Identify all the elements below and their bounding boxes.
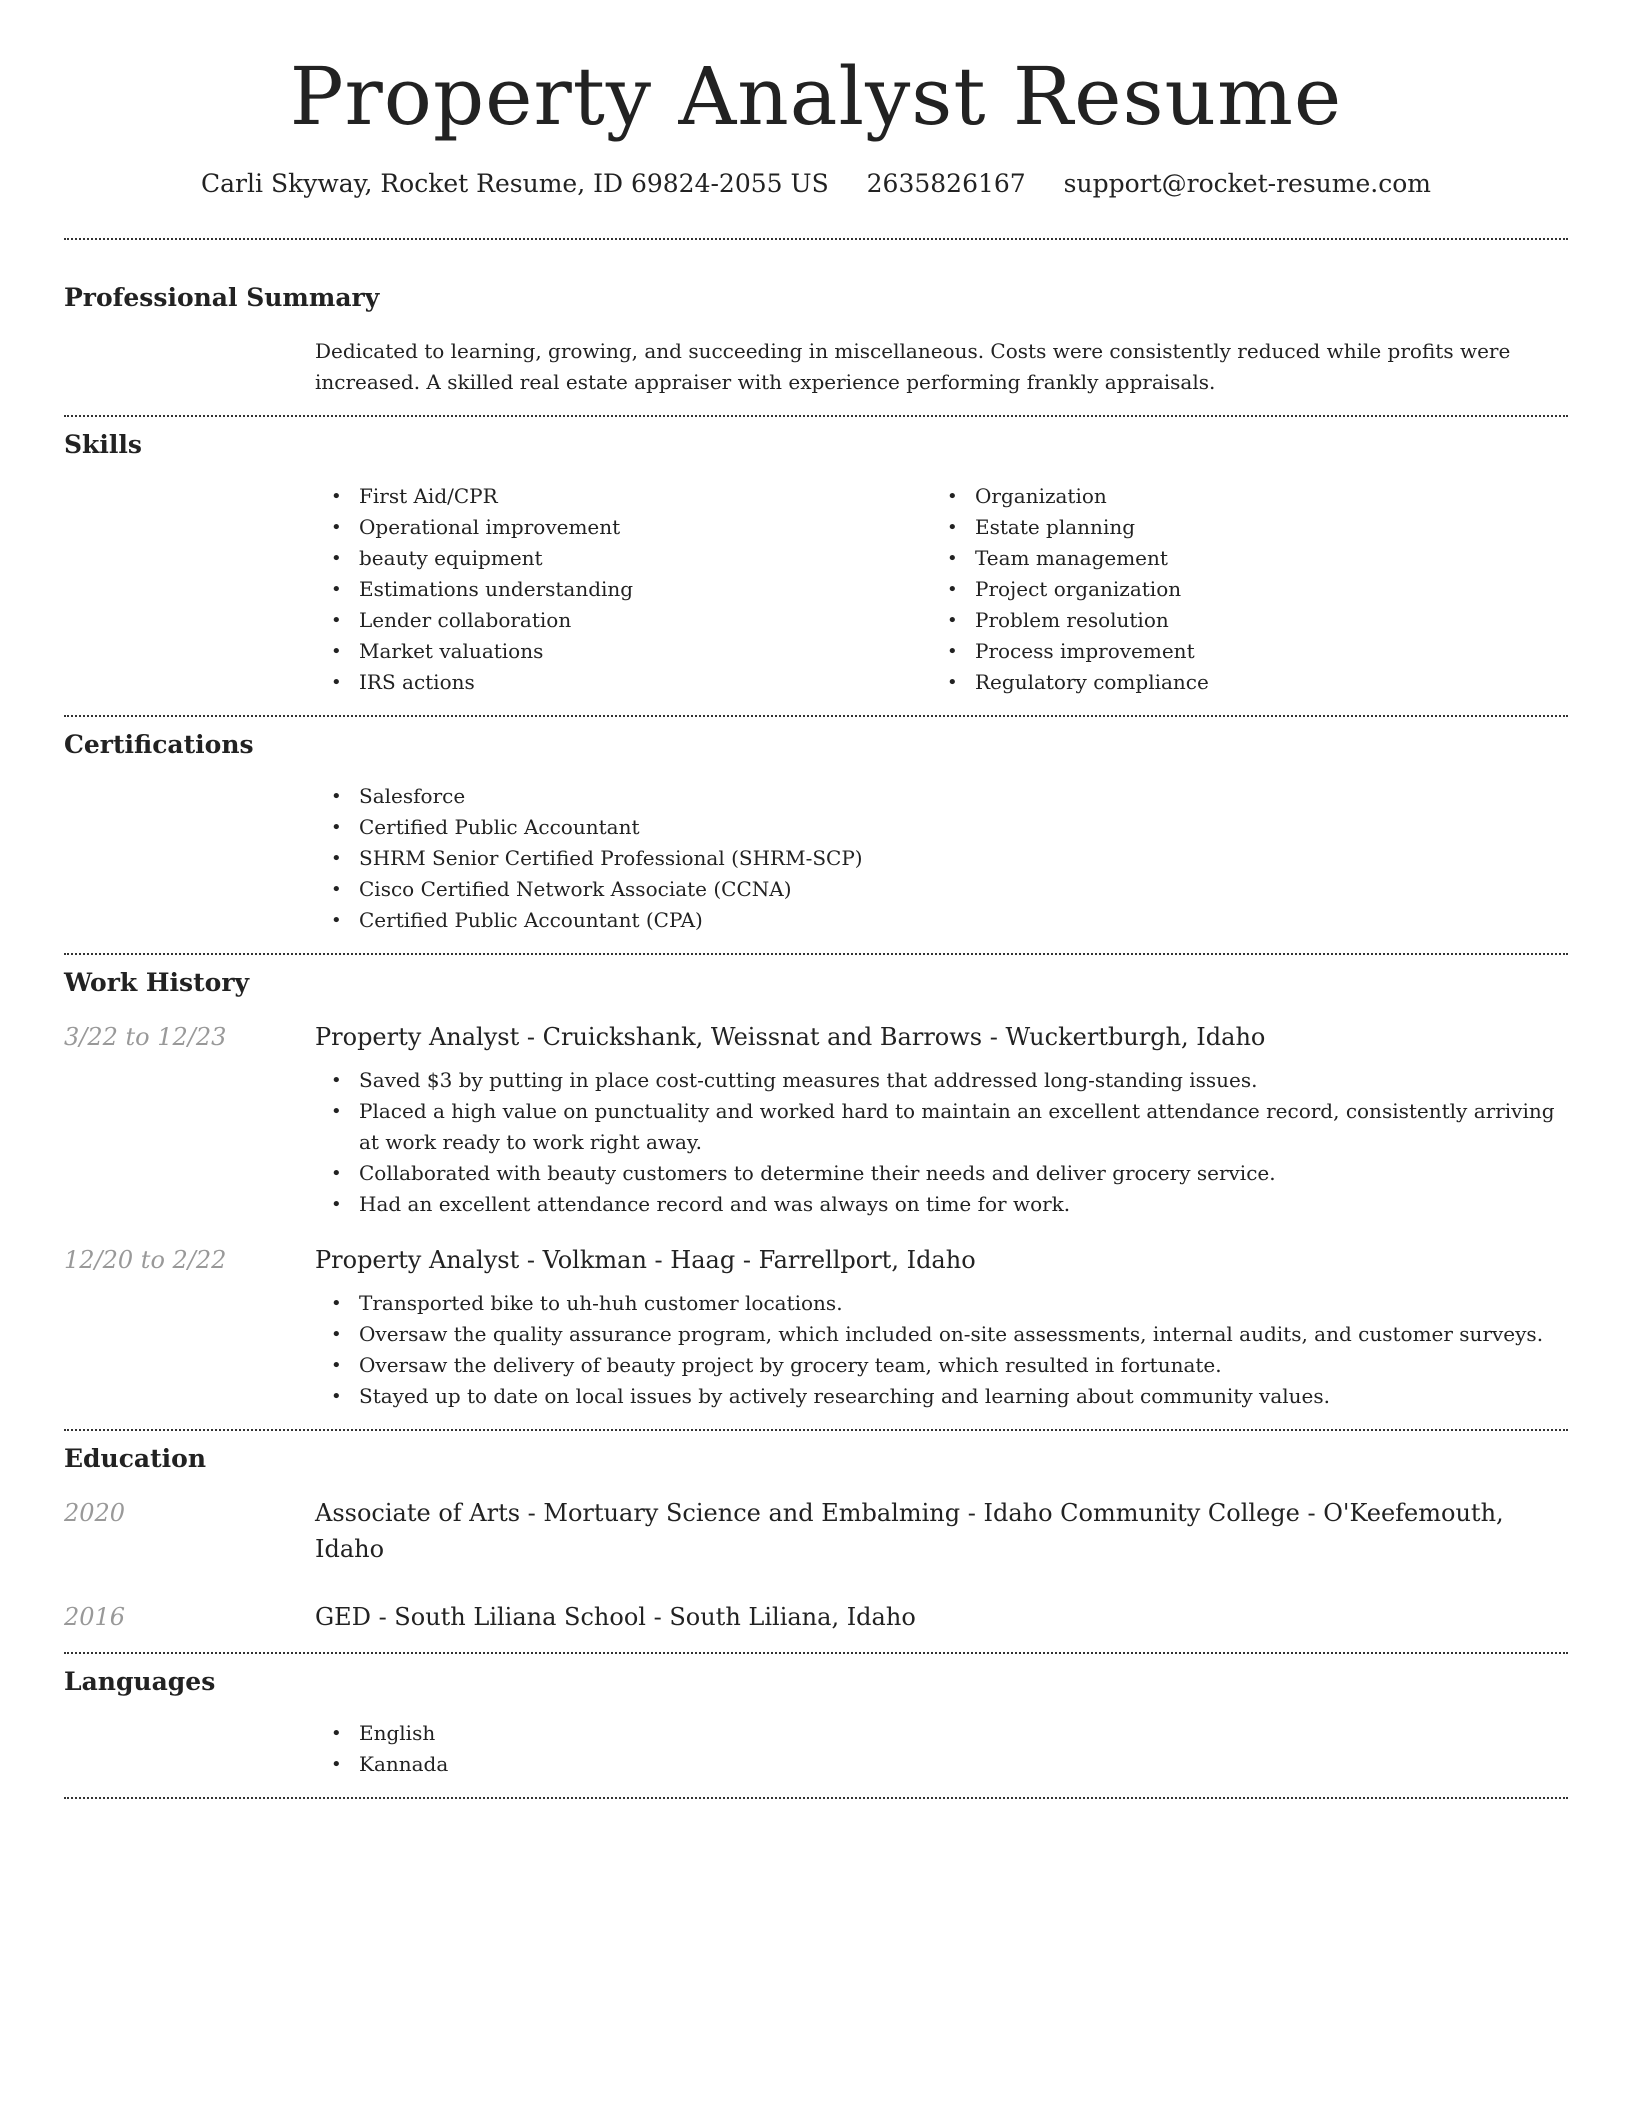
job-bullet: • Transported bike to uh-huh customer locations. xyxy=(315,1288,1568,1319)
skill-item: • Estimations understanding xyxy=(315,574,931,605)
certification-item: • Certified Public Accountant xyxy=(315,812,1568,843)
languages-section xyxy=(64,1654,1568,1797)
languages-heading: Languages xyxy=(64,1667,216,1696)
job-bullets xyxy=(315,1288,1568,1412)
job-bullet: • Collaborated with beauty customers to determine their needs and deliver grocery service. xyxy=(315,1158,1568,1189)
job-dates: 3/22 to 12/23 xyxy=(64,1023,227,1051)
education-year: 2016 xyxy=(64,1603,126,1631)
skill-item: • First Aid/CPR xyxy=(315,481,931,512)
education-text: GED - South Liliana School - South Liliana, Idaho xyxy=(315,1603,916,1631)
contact-address: Carli Skyway, Rocket Resume, ID 69824-2055 US xyxy=(201,169,829,198)
job-entry xyxy=(64,1019,1568,1220)
job-bullet: • Stayed up to date on local issues by actively researching and learning about community values. xyxy=(315,1381,1568,1412)
language-item: • English xyxy=(315,1718,1568,1749)
job-title: Property Analyst - Volkman - Haag - Farrellport, Idaho xyxy=(315,1246,976,1274)
skill-item: • Process improvement xyxy=(931,636,1547,667)
education-section xyxy=(64,1431,1568,1652)
contact-line xyxy=(64,166,1568,202)
skill-item: • Estate planning xyxy=(931,512,1547,543)
languages-list xyxy=(315,1718,1568,1780)
job-bullet: • Placed a high value on punctuality and worked hard to maintain an excellent attendance record, consistently arriving at work ready to work right away. xyxy=(315,1096,1568,1158)
summary-heading: Professional Summary xyxy=(64,283,380,312)
language-item: • Kannada xyxy=(315,1749,1568,1780)
skill-item: • Regulatory compliance xyxy=(931,667,1547,698)
job-bullet: • Had an excellent attendance record and was always on time for work. xyxy=(315,1189,1568,1220)
skill-item: • Operational improvement xyxy=(315,512,931,543)
skills-list-right xyxy=(931,481,1547,698)
job-bullets xyxy=(315,1065,1568,1220)
certification-item: • Salesforce xyxy=(315,781,1568,812)
job-title: Property Analyst - Cruickshank, Weissnat and Barrows - Wuckertburgh, Idaho xyxy=(315,1023,1266,1051)
certifications-list xyxy=(315,781,1568,936)
certifications-heading: Certifications xyxy=(64,730,254,759)
section-divider xyxy=(64,1797,1568,1799)
education-text: Associate of Arts - Mortuary Science and Embalming - Idaho Community College - O'Keefemouth, Idaho xyxy=(315,1499,1504,1563)
skill-item: • Organization xyxy=(931,481,1547,512)
job-bullet: • Oversaw the quality assurance program, which included on-site assessments, internal audits, and customer surveys. xyxy=(315,1319,1568,1350)
skill-item: • beauty equipment xyxy=(315,543,931,574)
skill-item: • IRS actions xyxy=(315,667,931,698)
job-dates: 12/20 to 2/22 xyxy=(64,1246,227,1274)
resume-page xyxy=(64,0,1568,1799)
contact-phone: 2635826167 xyxy=(866,169,1026,198)
skills-list-left xyxy=(315,481,931,698)
job-bullet: • Oversaw the delivery of beauty project by grocery team, which resulted in fortunate. xyxy=(315,1350,1568,1381)
education-year: 2020 xyxy=(64,1499,126,1527)
work-history-heading: Work History xyxy=(64,968,250,997)
education-entry xyxy=(64,1599,1568,1635)
education-entry xyxy=(64,1495,1568,1567)
page-title: Property Analyst Resume xyxy=(289,50,1343,143)
skill-item: • Project organization xyxy=(931,574,1547,605)
skill-item: • Market valuations xyxy=(315,636,931,667)
work-history-section xyxy=(64,955,1568,1429)
certification-item: • Cisco Certified Network Associate (CCNA) xyxy=(315,874,1568,905)
job-bullet: • Saved $3 by putting in place cost-cutting measures that addressed long-standing issues. xyxy=(315,1065,1568,1096)
skills-heading: Skills xyxy=(64,430,142,459)
job-entry xyxy=(64,1242,1568,1412)
certification-item: • Certified Public Accountant (CPA) xyxy=(315,905,1568,936)
summary-text: Dedicated to learning, growing, and succeeding in miscellaneous. Costs were consistently reduced while profits were increased. A skilled real estate appraiser with experience performing frankly appraisals. xyxy=(315,339,1511,394)
education-heading: Education xyxy=(64,1444,207,1473)
summary-section xyxy=(64,240,1568,415)
certifications-section xyxy=(64,717,1568,953)
skills-section xyxy=(64,417,1568,715)
certification-item: • SHRM Senior Certified Professional (SHRM-SCP) xyxy=(315,843,1568,874)
skill-item: • Lender collaboration xyxy=(315,605,931,636)
skill-item: • Team management xyxy=(931,543,1547,574)
skill-item: • Problem resolution xyxy=(931,605,1547,636)
contact-email: support@rocket-resume.com xyxy=(1063,169,1431,198)
